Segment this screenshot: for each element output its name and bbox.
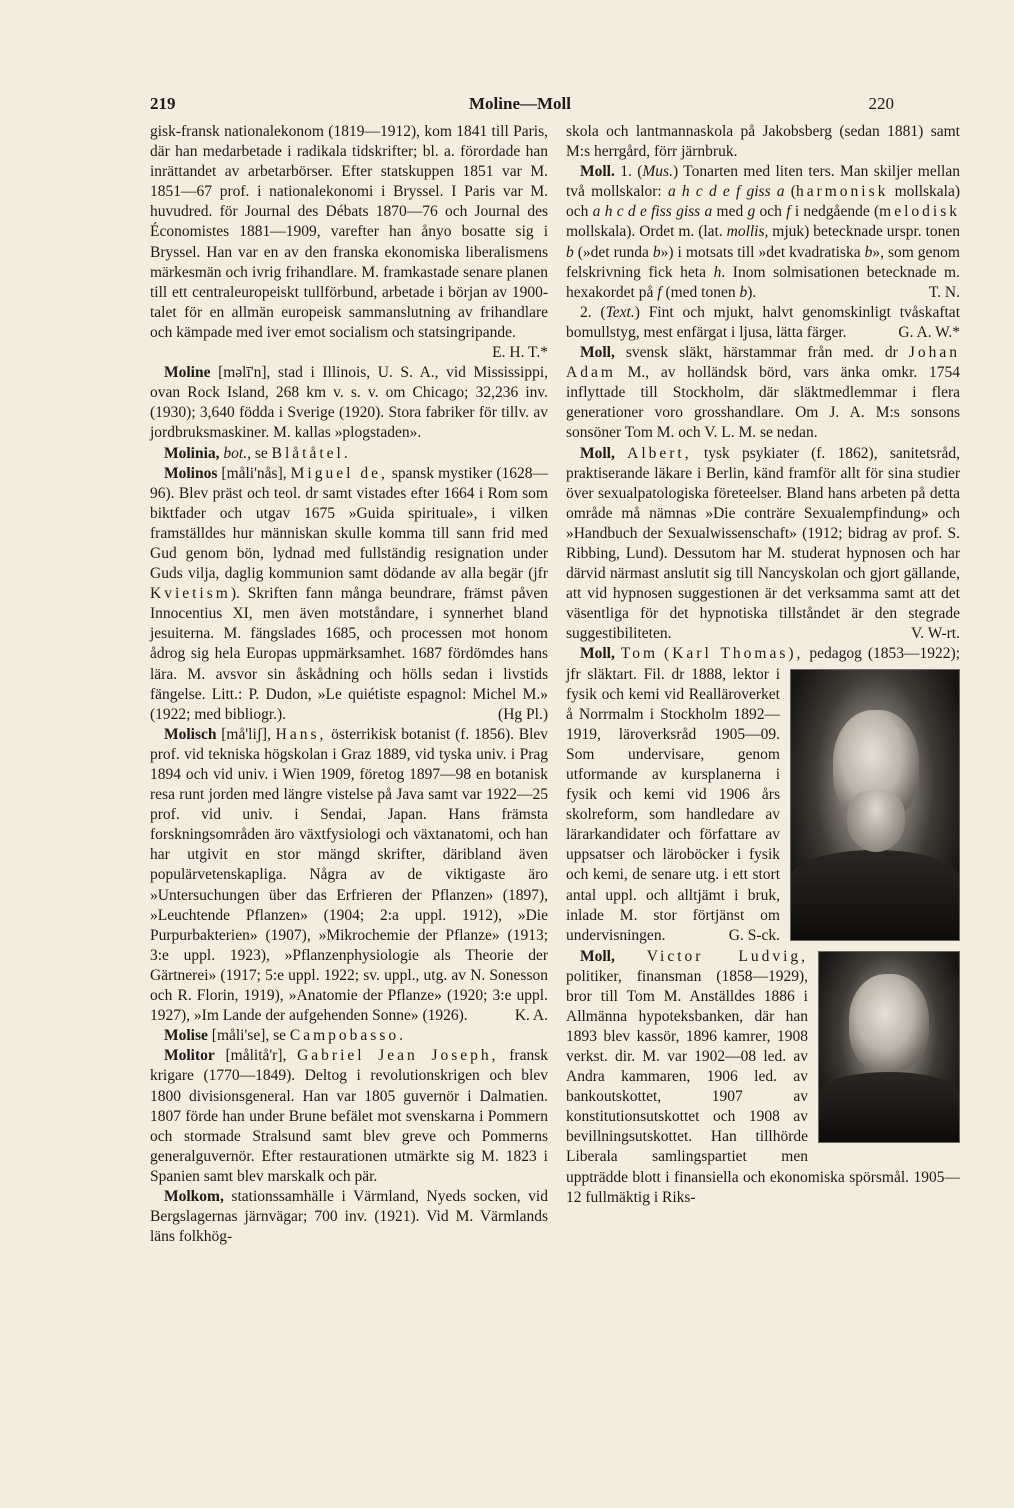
cross-reference: Kvietism: [150, 585, 231, 603]
headword: Moll.: [580, 163, 615, 181]
running-header: [150, 94, 894, 118]
headword: Molise: [164, 1027, 208, 1045]
headword: Molitor: [164, 1047, 215, 1065]
entry-moll-victor: Moll, Victor Ludvig, politiker, finansman (1858—1929), bror till Tom M. Anställdes 1886 i Allmänna hypoteksbanken, där han 1893 blev kassör, 1896 kamrer, 1908 verkst. dir. M. var 1902—08 led. av Andra kammaren, 1906 led. av bankoutskottet, 1907 av konstitutionsutskottet och 1908 av bevillningsutskottet. Han tillhörde Liberala samlingspartiet men uppträdde blott i finansiella och ekonomiska spörsmål. 1905—12 fullmäktig i Riks-: [566, 947, 960, 1206]
portrait-photo-victor-moll: [818, 951, 960, 1143]
signature: T. N.: [928, 283, 960, 301]
entry-molise: Molise [måli'se], se Campobasso.: [164, 1027, 406, 1045]
left-column: [150, 122, 548, 1247]
headword: Molkom,: [164, 1187, 224, 1205]
signature: V. W-rt.: [911, 625, 960, 643]
entry-molinia: Molinia, bot., se Blåtåtel.: [164, 444, 351, 462]
headword: Molisch: [164, 725, 217, 743]
entry-molitor: Molitor [målitå'r], Gabriel Jean Joseph, fransk krigare (1770—1849). Deltog i revolutionskrigen och blev 1800 divisionsgeneral. Han var 1805 guvernör i Dalmatien. 1807 förde han under Brune befälet mot svenskarna i Pommern och stormade Stralsund samt blev greve och Pommerns generalguvernör. Efter restaurationen utmärkte sig M. 1823 i Spanien samt blev marskalk och pär.: [150, 1047, 548, 1185]
headword: Moll,: [580, 947, 615, 965]
entry-moll-2: 2. (Text.) Fint och mjukt, halvt genomskinligt tvåskaftat bomullstyg, mest enfärgat i ljusa, lätta färger. G. A. W.*: [566, 303, 960, 343]
entry-moll-tom: Moll, Tom (Karl Thomas), pedagog (1853—1922); jfr släktart. Fil. dr 1888, lektor i fysik och kemi vid Realläroverket å Norrmalm i Stockholm 1892—1919, läroverksråd 1905—09. Som undervisare, genom utformande av kursplanerna i fysik och kemi vid 1906 års skolreform, som handledare av lärarkandidater och författare av uppsatser och läroböcker i fysik och kemi, de senare utg. i ett stort antal uppl. och alltjämt i bruk, inlade M. stor förtjänst om undervisningen. G. S-ck.: [566, 644, 960, 945]
portrait-photo-tom-moll: [790, 669, 960, 941]
entry-moll-albert: Moll, Albert, tysk psykiater (f. 1862), sanitetsråd, praktiserande läkare i Berlin, känd framför allt för sina studier över sexualpatologiska företeelser. Bland hans arbeten på detta område må nämnas »Die conträre Sexualempfindung» och »Handbuch der Sexualwissenschaft» (1912; bidrag av prof. S. Ribbing, Lund). Dessutom har M. studerat hypnosen och har därvid närmast anslutit sig till Nancyskolan och gjort gällande, att vid hypnosen suggestionen är det verksamma samt att det väsentliga för det hypnotiska tillståndet är den stegrade suggestibiliteten. V. W-rt.: [566, 444, 960, 645]
headword: Moll,: [580, 444, 615, 462]
running-title: Moline—Moll: [469, 94, 571, 113]
entry-molisch: Molisch [må'liʃ], Hans, österrikisk botanist (f. 1856). Blev prof. vid tekniska högskolan i Graz 1889, vid tyska univ. i Prag 1894 och vid univ. i Wien 1909, företog 1897—98 en botanisk resa runt jorden med längre vistelse på Java samt var 1922—25 prof. vid univ. i Sendai, Japan. Hans främsta forskningsområden äro växtfysiologi och växtanatomi, och han har utgivit en stor mängd skrifter, däribland även populärvetenskapliga. Några av de viktigaste äro »Untersuchungen über das Erfrieren der Pflanzen» (1897), »Leuchtende Pflanzen» (1904; 2:a uppl. 1912), »Die Purpurbakterien» (1907), »Mikrochemie der Pflanze» (1913; 3:e uppl. 1923), »Pflanzenphysiologie als Theorie der Gärtnerei» (1917; 5:e uppl. 1922; sv. uppl., utg. av N. Sonesson och R. Florin, 1919), »Anatomie der Pflanze» (1920; 3:e uppl. 1927), »Im Lande der aufgehenden Sonne» (1926). K. A.: [150, 725, 548, 1026]
headword: Molinia,: [164, 444, 220, 462]
entry-continued: gisk-fransk nationalekonom (1819—1912), kom 1841 till Paris, där han medarbetade i radikala tidskrifter; bl. a. förordade han inrättandet av arbetarbörser. Efter statskuppen 1851 var M. 1851—67 prof. i nationalekonomi i Bryssel. I Paris var M. huvudred. för Journal des Débats 1870—76 och Journal des Économistes 1881—1909, varefter han ånyo bosatte sig i Bryssel. Han var en av den franska ekonomiska liberalismens märkesmän och ivrig frihandlare. M. framkastade senare planen till ett centraleuropeiskt tullförbund, arbetade i början av 1900-talet för en allmän europeisk sammanslutning av frihandlare och kämpade med iver emot socialism och statsingripande. E. H. T.*: [150, 122, 548, 343]
entry-moline: Moline [məlī'n], stad i Illinois, U. S. A., vid Mississippi, ovan Rock Island, 268 km v. s. v. om Chicago; 32,236 inv. (1930); 3,640 födda i Sverige (1920). Stora fabriker för tillv. av jordbruksmaskiner. M. kallas »plogstaden».: [150, 364, 548, 442]
signature: G. S-ck.: [728, 926, 780, 944]
entry-moll-1: Moll. 1. (Mus.) Tonarten med liten ters. Man skiljer mellan två mollskalor: a h c d e f giss a (harmonisk mollskala) och a h c d e fiss giss a med g och f i nedgående (melodisk mollskala). Ordet m. (lat. mollis, mjuk) betecknade urspr. tonen b (»det runda b») i motsats till »det kvadratiska b», som genom felskrivning fick heta h. Inom solmisationen betecknade m. hexakordet på f (med tonen b). T. N.: [566, 162, 960, 303]
signature: K. A.: [514, 1007, 548, 1025]
entry-molkom: Molkom, stationssamhälle i Värmland, Nyeds socken, vid Bergslagernas järnvägar; 700 inv. (1921). Vid M. Värmlands läns folkhög-: [150, 1187, 548, 1246]
headword: Moll,: [580, 645, 615, 663]
headword: Moll,: [580, 344, 615, 362]
cross-reference: Campobasso.: [289, 1027, 406, 1045]
entry-moll-family: Moll, svensk släkt, härstammar från med. dr Johan Adam M., av holländsk börd, vars änka omkr. 1754 inflyttade till Stockholm, där släktmedlemmar i flera generationer voro grosshandlare. Om J. A. M:s sonsons sonsöner Tom M. och V. L. M. se nedan.: [566, 344, 960, 442]
page-number-right: 220: [868, 94, 894, 113]
signature: G. A. W.*: [898, 323, 960, 341]
entry-molinos: Molinos [måli'nås], Miguel de, spansk mystiker (1628—96). Blev präst och teol. dr samt vistades efter 1664 i Rom som biktfader och utgav 1675 »Guida spirituale», i vilken framställdes hur människan skulle komma till sann frid med Gud genom bön, lydnad med fullständig resignation under Guds vilja, daglig kommunion samt dödande av alla begär (jfr Kvietism). Skriften fann många beundrare, främst påven Innocentius XI, men även motståndare, i synnerhet bland jesuiterna. M. fängslades 1685, och processen mot honom ådrog sig hela Europas uppmärksamhet. 1687 fördömdes hans lära. M. avsvor sin åskådning och hölls sedan i livstids fängelse. Litt.: P. Dudon, »Le quiétiste espagnol: Michel M.» (1922; med bibliogr.). (Hg Pl.): [150, 464, 548, 725]
headword: Molinos: [164, 464, 218, 482]
right-column: [566, 122, 960, 1208]
signature: (Hg Pl.): [498, 705, 548, 723]
cross-reference: Blåtåtel.: [271, 444, 351, 462]
entry-continued: skola och lantmannaskola på Jakobsberg (sedan 1881) samt M:s herrgård, förr järnbruk.: [566, 123, 960, 161]
page-number-left: 219: [150, 94, 176, 113]
headword: Moline: [164, 364, 211, 382]
signature: E. H. T.*: [492, 344, 548, 362]
